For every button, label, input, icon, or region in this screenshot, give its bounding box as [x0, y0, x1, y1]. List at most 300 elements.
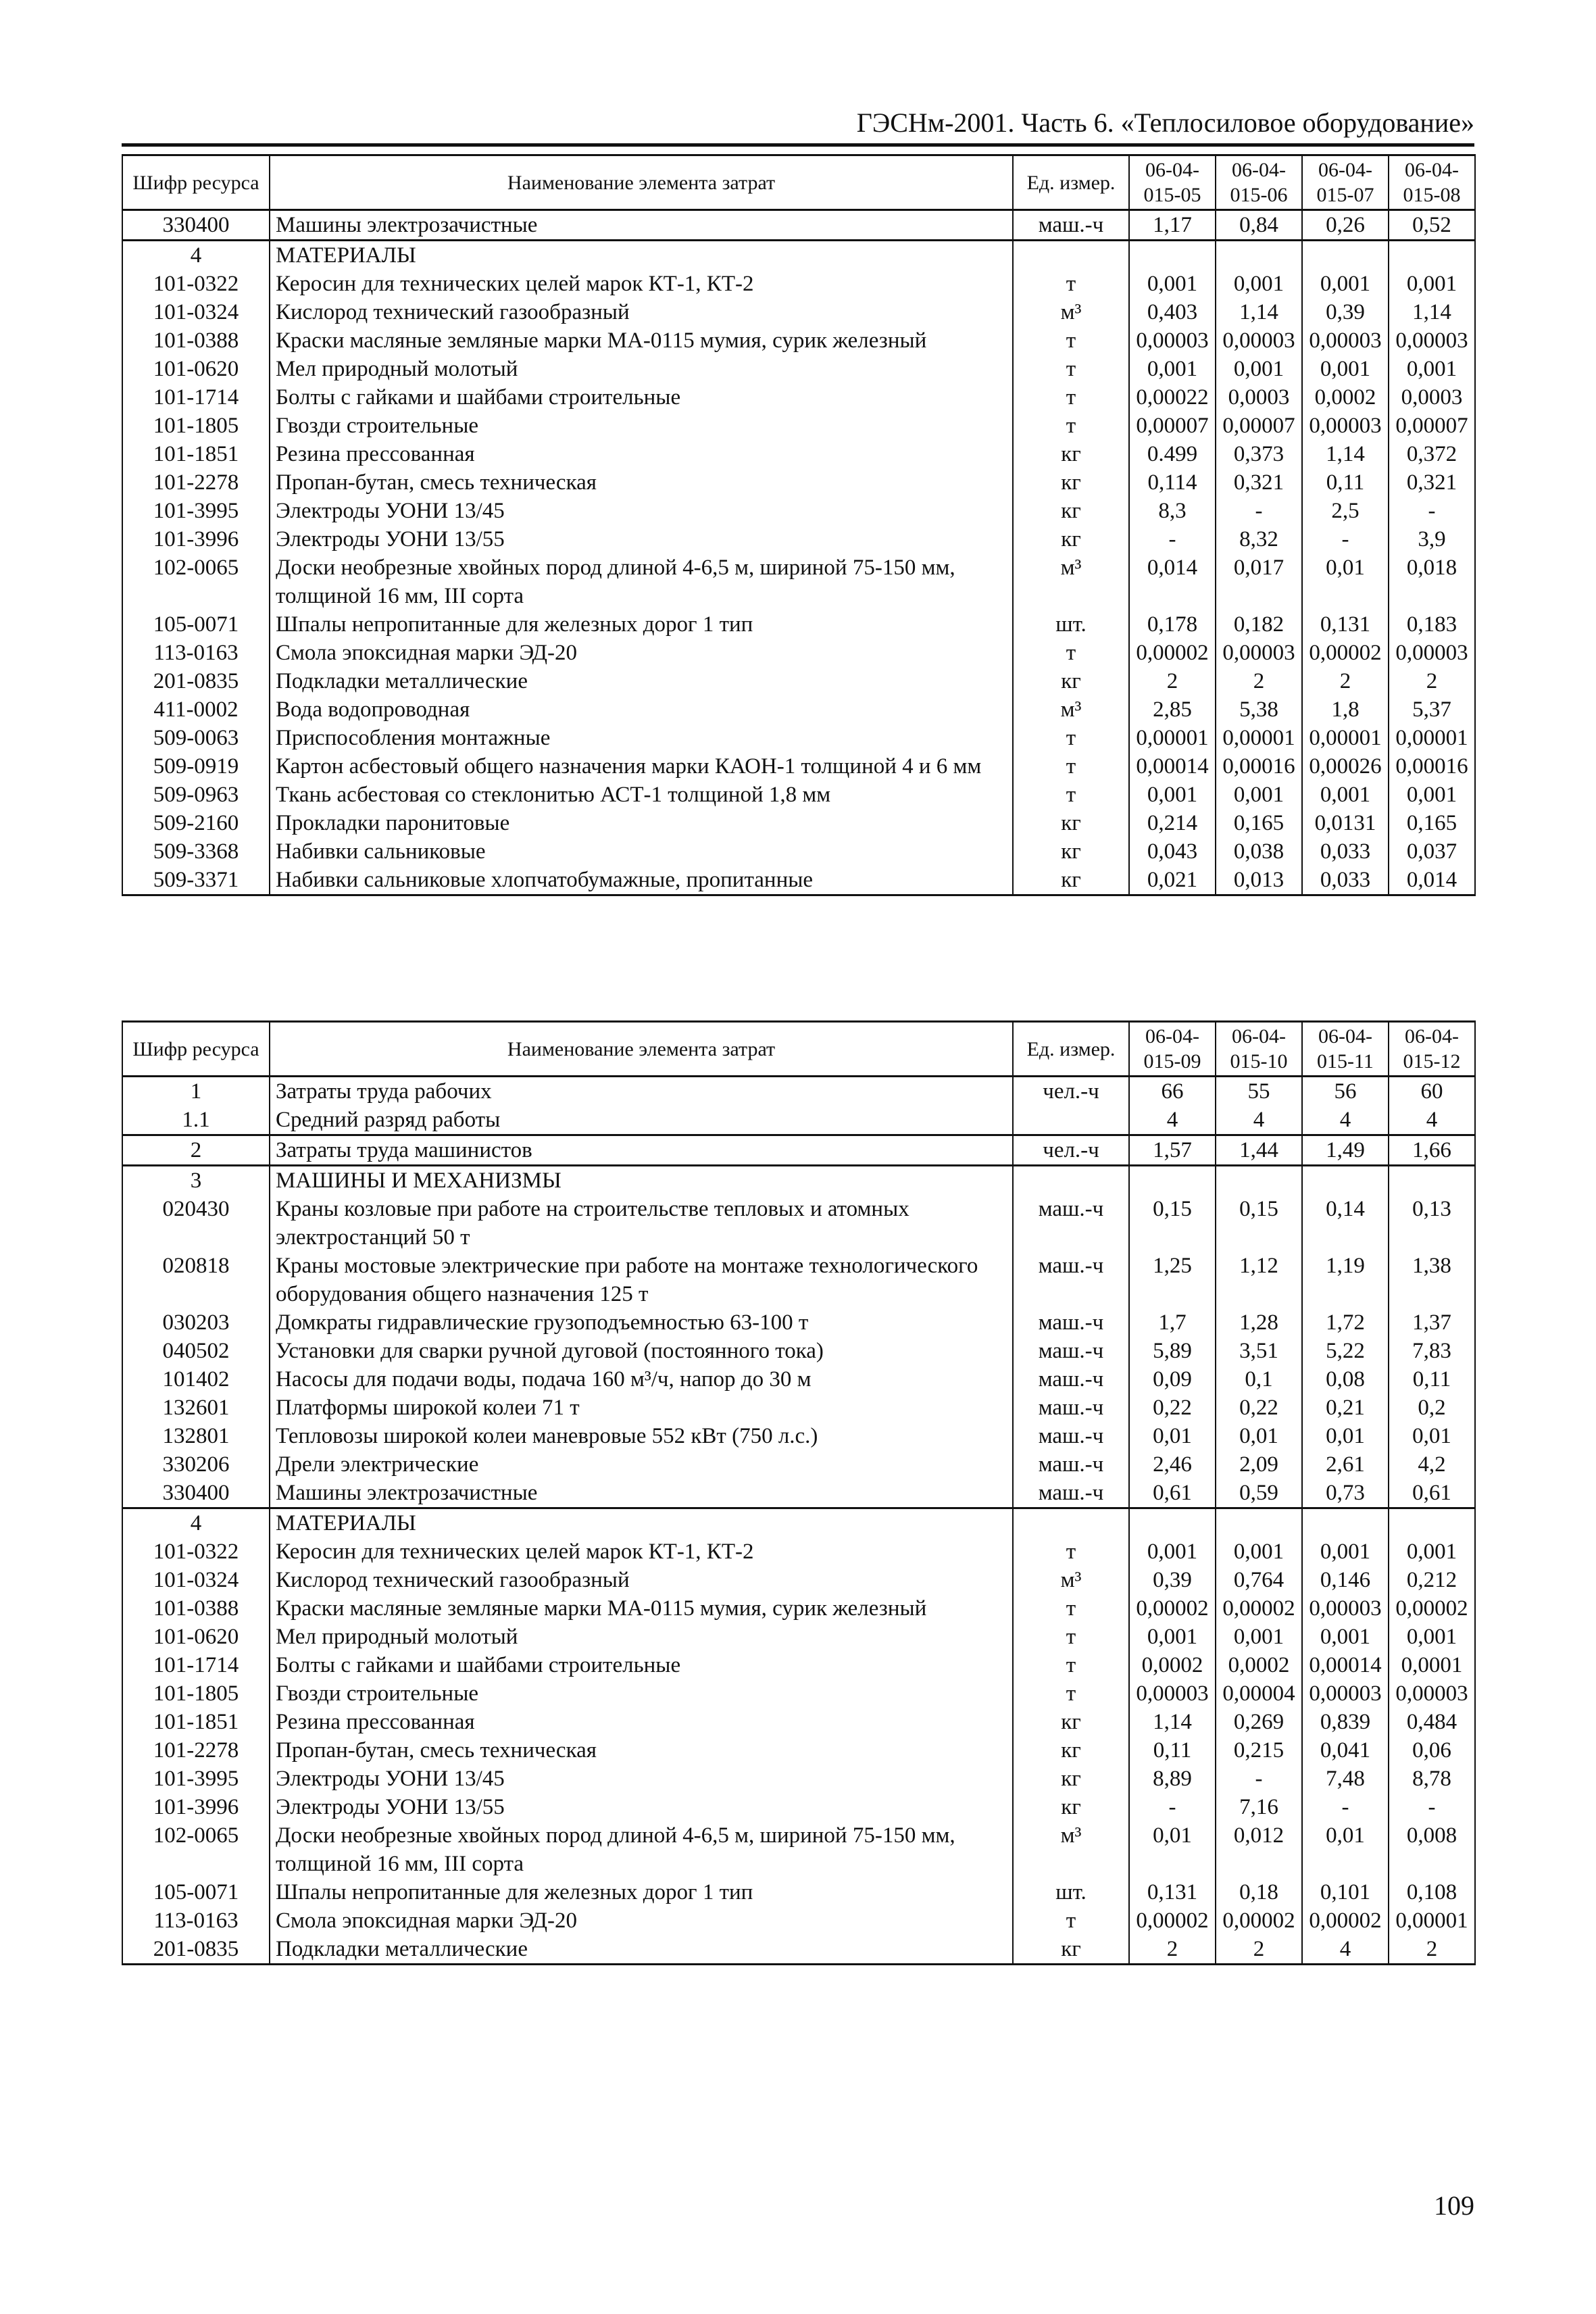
column-header-norm: 06-04-015-08	[1389, 155, 1475, 210]
value-cell: 0,00002	[1216, 1906, 1302, 1935]
value-cell: 0,0002	[1302, 383, 1389, 412]
column-header-name: Наименование элемента затрат	[270, 155, 1013, 210]
value-cell: 0,11	[1129, 1736, 1216, 1765]
resource-code: 101-3995	[122, 1765, 270, 1793]
value-cell: 0,00001	[1302, 724, 1389, 752]
value-cell: 0,269	[1216, 1708, 1302, 1736]
resource-name: Прокладки паронитовые	[270, 809, 1013, 837]
value-cell: 0,00014	[1129, 752, 1216, 781]
resource-code: 113-0163	[122, 639, 270, 667]
value-cell: 8,3	[1129, 497, 1216, 525]
value-cell: 0,00002	[1302, 639, 1389, 667]
value-cell	[1389, 241, 1475, 270]
value-cell: 0,00003	[1216, 639, 1302, 667]
value-cell	[1302, 241, 1389, 270]
resource-code: 102-0065	[122, 553, 270, 610]
table-header-row	[122, 1022, 1475, 1077]
value-cell: -	[1216, 1765, 1302, 1793]
value-cell: 8,78	[1389, 1765, 1475, 1793]
value-cell: 0,014	[1129, 553, 1216, 610]
unit-cell: чел.-ч	[1013, 1077, 1129, 1106]
value-cell: 5,22	[1302, 1337, 1389, 1365]
value-cell: 0,1	[1216, 1365, 1302, 1394]
value-cell: 55	[1216, 1077, 1302, 1106]
resource-code: 4	[122, 1508, 270, 1538]
column-header-norm: 06-04-015-06	[1216, 155, 1302, 210]
table-row	[122, 1394, 1475, 1422]
resource-name: Шпалы непропитанные для железных дорог 1 тип	[270, 1878, 1013, 1906]
value-cell: 0,15	[1216, 1195, 1302, 1252]
value-cell: 0,033	[1302, 837, 1389, 866]
unit-cell: кг	[1013, 525, 1129, 553]
unit-cell: чел.-ч	[1013, 1135, 1129, 1166]
resource-code: 509-0919	[122, 752, 270, 781]
unit-cell: маш.-ч	[1013, 1394, 1129, 1422]
unit-cell: маш.-ч	[1013, 1337, 1129, 1365]
resource-name: Затраты труда машинистов	[270, 1135, 1013, 1166]
resource-code: 101-0620	[122, 355, 270, 383]
value-cell: 0,131	[1302, 610, 1389, 639]
value-cell: 0,131	[1129, 1878, 1216, 1906]
column-header-norm: 06-04-015-09	[1129, 1022, 1216, 1077]
value-cell: 0,0131	[1302, 809, 1389, 837]
table-row	[122, 497, 1475, 525]
resource-name: Гвозди строительные	[270, 1679, 1013, 1708]
value-cell: 2	[1389, 1935, 1475, 1965]
resource-name: Пропан-бутан, смесь техническая	[270, 1736, 1013, 1765]
resource-code: 101-0322	[122, 270, 270, 298]
value-cell: 1,14	[1389, 298, 1475, 326]
value-cell: 0,001	[1216, 1537, 1302, 1566]
resource-code: 201-0835	[122, 1935, 270, 1965]
section-title: МАШИНЫ И МЕХАНИЗМЫ	[270, 1166, 1013, 1196]
table-row	[122, 1450, 1475, 1479]
resource-code: 101-1714	[122, 1651, 270, 1679]
value-cell: 0,839	[1302, 1708, 1389, 1736]
value-cell: 0,73	[1302, 1479, 1389, 1508]
value-cell: -	[1389, 497, 1475, 525]
value-cell: 0,00003	[1302, 1594, 1389, 1623]
resource-code: 330400	[122, 210, 270, 241]
resource-name: Вода водопроводная	[270, 695, 1013, 724]
section-title: МАТЕРИАЛЫ	[270, 241, 1013, 270]
page-number: 109	[1434, 2190, 1474, 2221]
unit-cell: т	[1013, 639, 1129, 667]
value-cell: -	[1302, 1793, 1389, 1821]
resource-code: 101-0388	[122, 326, 270, 355]
unit-cell: шт.	[1013, 1878, 1129, 1906]
resource-code: 132601	[122, 1394, 270, 1422]
unit-cell: м³	[1013, 553, 1129, 610]
unit-cell: т	[1013, 1651, 1129, 1679]
resource-name: Домкраты гидравлические грузоподъемностью 63-100 т	[270, 1308, 1013, 1337]
value-cell: 56	[1302, 1077, 1389, 1106]
value-cell: 4,2	[1389, 1450, 1475, 1479]
table-row	[122, 210, 1475, 241]
value-cell: 5,89	[1129, 1337, 1216, 1365]
resource-name: Электроды УОНИ 13/55	[270, 525, 1013, 553]
value-cell: 0,00001	[1389, 1906, 1475, 1935]
value-cell: 0,001	[1302, 1537, 1389, 1566]
table-row	[122, 1337, 1475, 1365]
resource-code: 509-0963	[122, 781, 270, 809]
value-cell: 0,00001	[1389, 724, 1475, 752]
resource-name: Керосин для технических целей марок КТ-1, КТ-2	[270, 270, 1013, 298]
value-cell: 0,00007	[1129, 412, 1216, 440]
value-cell: 2,09	[1216, 1450, 1302, 1479]
value-cell: 0,165	[1389, 809, 1475, 837]
unit-cell: шт.	[1013, 610, 1129, 639]
unit-cell: маш.-ч	[1013, 210, 1129, 241]
value-cell: 0,00014	[1302, 1651, 1389, 1679]
unit-cell: маш.-ч	[1013, 1365, 1129, 1394]
value-cell	[1389, 1166, 1475, 1196]
table-row	[122, 1708, 1475, 1736]
unit-cell: т	[1013, 1623, 1129, 1651]
table-row	[122, 866, 1475, 895]
value-cell: 0,00016	[1216, 752, 1302, 781]
value-cell: 0,00003	[1129, 326, 1216, 355]
resource-name: Набивки сальниковые хлопчатобумажные, пропитанные	[270, 866, 1013, 895]
value-cell: 0,59	[1216, 1479, 1302, 1508]
resource-name: Картон асбестовый общего назначения марки КАОН-1 толщиной 4 и 6 мм	[270, 752, 1013, 781]
value-cell: 0,13	[1389, 1195, 1475, 1252]
resource-name: Краски масляные земляные марки МА-0115 мумия, сурик железный	[270, 1594, 1013, 1623]
value-cell: 7,83	[1389, 1337, 1475, 1365]
resource-name: Гвозди строительные	[270, 412, 1013, 440]
unit-cell: кг	[1013, 1935, 1129, 1965]
resource-code: 4	[122, 241, 270, 270]
value-cell: 0,403	[1129, 298, 1216, 326]
resource-table-1	[122, 154, 1476, 896]
resource-code: 101-2278	[122, 1736, 270, 1765]
value-cell: 0,00003	[1216, 326, 1302, 355]
value-cell: -	[1129, 525, 1216, 553]
table-row	[122, 1736, 1475, 1765]
column-header-norm: 06-04-015-10	[1216, 1022, 1302, 1077]
unit-cell: кг	[1013, 1736, 1129, 1765]
value-cell: 8,89	[1129, 1765, 1216, 1793]
value-cell: 0,001	[1216, 781, 1302, 809]
resource-code: 105-0071	[122, 1878, 270, 1906]
value-cell: 4	[1129, 1106, 1216, 1135]
value-cell: 0,00003	[1389, 326, 1475, 355]
value-cell: 0,00007	[1216, 412, 1302, 440]
value-cell: 0,017	[1216, 553, 1302, 610]
value-cell	[1216, 1166, 1302, 1196]
unit-cell: кг	[1013, 866, 1129, 895]
value-cell: 0,00002	[1216, 1594, 1302, 1623]
resource-name: Резина прессованная	[270, 1708, 1013, 1736]
value-cell: 0,372	[1389, 440, 1475, 468]
value-cell: 0,001	[1129, 1623, 1216, 1651]
section-title: МАТЕРИАЛЫ	[270, 1508, 1013, 1538]
value-cell: 0,08	[1302, 1365, 1389, 1394]
resource-code: 509-2160	[122, 809, 270, 837]
table-row	[122, 270, 1475, 298]
unit-cell: м³	[1013, 1821, 1129, 1878]
resource-table-2	[122, 1020, 1476, 1965]
table-row	[122, 1252, 1475, 1308]
resource-code: 101-0620	[122, 1623, 270, 1651]
value-cell: 2	[1129, 1935, 1216, 1965]
value-cell: 0,39	[1129, 1566, 1216, 1594]
value-cell: 0,001	[1129, 355, 1216, 383]
column-header-norm: 06-04-015-12	[1389, 1022, 1475, 1077]
value-cell: 0,001	[1216, 1623, 1302, 1651]
value-cell: 0,001	[1389, 355, 1475, 383]
value-cell: 0,11	[1389, 1365, 1475, 1394]
section-row	[122, 1508, 1475, 1538]
table-row	[122, 1821, 1475, 1878]
table-row	[122, 1878, 1475, 1906]
resource-code: 030203	[122, 1308, 270, 1337]
table-row	[122, 1365, 1475, 1394]
value-cell: 8,32	[1216, 525, 1302, 553]
table-row	[122, 1106, 1475, 1135]
table-row	[122, 1077, 1475, 1106]
resource-name: Подкладки металлические	[270, 1935, 1013, 1965]
value-cell: 0,01	[1302, 553, 1389, 610]
value-cell: 0,214	[1129, 809, 1216, 837]
unit-cell: т	[1013, 412, 1129, 440]
resource-name: Мел природный молотый	[270, 355, 1013, 383]
resource-code: 101-0324	[122, 1566, 270, 1594]
value-cell: 0,18	[1216, 1878, 1302, 1906]
value-cell: 0,00003	[1302, 326, 1389, 355]
resource-code: 101-1714	[122, 383, 270, 412]
value-cell: 0,00003	[1302, 412, 1389, 440]
table-row	[122, 1537, 1475, 1566]
unit-cell: т	[1013, 1537, 1129, 1566]
value-cell: 0,00003	[1302, 1679, 1389, 1708]
value-cell: 0,321	[1389, 468, 1475, 497]
unit-cell: кг	[1013, 837, 1129, 866]
value-cell: 0,61	[1129, 1479, 1216, 1508]
unit-cell: маш.-ч	[1013, 1422, 1129, 1450]
unit-cell: маш.-ч	[1013, 1252, 1129, 1308]
resource-name: Приспособления монтажные	[270, 724, 1013, 752]
value-cell: 0,01	[1129, 1821, 1216, 1878]
table-row	[122, 1935, 1475, 1965]
unit-cell: маш.-ч	[1013, 1479, 1129, 1508]
column-header-name: Наименование элемента затрат	[270, 1022, 1013, 1077]
value-cell: 0,114	[1129, 468, 1216, 497]
value-cell: 3,51	[1216, 1337, 1302, 1365]
resource-code: 101-2278	[122, 468, 270, 497]
value-cell: 0,11	[1302, 468, 1389, 497]
unit-cell: т	[1013, 1679, 1129, 1708]
value-cell: 0,012	[1216, 1821, 1302, 1878]
value-cell: 1,8	[1302, 695, 1389, 724]
unit-cell: кг	[1013, 497, 1129, 525]
value-cell: 0,038	[1216, 837, 1302, 866]
value-cell: 2,46	[1129, 1450, 1216, 1479]
resource-code: 1	[122, 1077, 270, 1106]
value-cell: 0,01	[1302, 1422, 1389, 1450]
unit-cell	[1013, 1106, 1129, 1135]
value-cell: 0,0002	[1216, 1651, 1302, 1679]
value-cell: 0,001	[1389, 781, 1475, 809]
value-cell: 0,321	[1216, 468, 1302, 497]
resource-name: Мел природный молотый	[270, 1623, 1013, 1651]
unit-cell	[1013, 1166, 1129, 1196]
value-cell: 7,16	[1216, 1793, 1302, 1821]
table-row	[122, 1906, 1475, 1935]
table-row	[122, 355, 1475, 383]
value-cell: 0,0001	[1389, 1651, 1475, 1679]
table-header-row	[122, 155, 1475, 210]
value-cell: 0,00022	[1129, 383, 1216, 412]
value-cell: 0,037	[1389, 837, 1475, 866]
value-cell: 0,014	[1389, 866, 1475, 895]
resource-code: 330400	[122, 1479, 270, 1508]
value-cell: 0,00001	[1216, 724, 1302, 752]
table-row	[122, 695, 1475, 724]
table-row	[122, 809, 1475, 837]
unit-cell: маш.-ч	[1013, 1308, 1129, 1337]
resource-name: Смола эпоксидная марки ЭД-20	[270, 639, 1013, 667]
value-cell: 0,00002	[1129, 639, 1216, 667]
resource-name: Доски необрезные хвойных пород длиной 4-6,5 м, шириной 75-150 мм, толщиной 16 мм, III сорта	[270, 1821, 1013, 1878]
resource-code: 2	[122, 1135, 270, 1166]
value-cell: 0,041	[1302, 1736, 1389, 1765]
resource-code: 101-1805	[122, 1679, 270, 1708]
resource-name: Ткань асбестовая со стеклонитью АСТ-1 толщиной 1,8 мм	[270, 781, 1013, 809]
table-row	[122, 1479, 1475, 1508]
value-cell: 0,183	[1389, 610, 1475, 639]
value-cell: 1,37	[1389, 1308, 1475, 1337]
section-row	[122, 1166, 1475, 1196]
resource-code: 105-0071	[122, 610, 270, 639]
column-header-norm: 06-04-015-07	[1302, 155, 1389, 210]
value-cell: -	[1129, 1793, 1216, 1821]
table-row	[122, 1566, 1475, 1594]
value-cell: 0,001	[1302, 270, 1389, 298]
table-row	[122, 1195, 1475, 1252]
unit-cell: м³	[1013, 695, 1129, 724]
value-cell: 1,66	[1389, 1135, 1475, 1166]
value-cell: 0,0003	[1216, 383, 1302, 412]
value-cell: 4	[1389, 1106, 1475, 1135]
value-cell: 2	[1216, 1935, 1302, 1965]
table-row	[122, 781, 1475, 809]
resource-name: Насосы для подачи воды, подача 160 м³/ч, напор до 30 м	[270, 1365, 1013, 1394]
resource-code: 101402	[122, 1365, 270, 1394]
resource-code: 509-3371	[122, 866, 270, 895]
resource-name: Резина прессованная	[270, 440, 1013, 468]
column-header-code: Шифр ресурса	[122, 155, 270, 210]
value-cell	[1216, 1508, 1302, 1538]
value-cell: 0,182	[1216, 610, 1302, 639]
value-cell: 5,38	[1216, 695, 1302, 724]
value-cell: 0,00001	[1129, 724, 1216, 752]
resource-name: Дрели электрические	[270, 1450, 1013, 1479]
value-cell	[1302, 1508, 1389, 1538]
resource-code: 3	[122, 1166, 270, 1196]
value-cell: 0,22	[1216, 1394, 1302, 1422]
resource-code: 101-3996	[122, 1793, 270, 1821]
value-cell: 2,5	[1302, 497, 1389, 525]
resource-code: 020430	[122, 1195, 270, 1252]
table-row	[122, 298, 1475, 326]
table-row	[122, 1793, 1475, 1821]
value-cell: 1,28	[1216, 1308, 1302, 1337]
resource-code: 132801	[122, 1422, 270, 1450]
value-cell: 1,7	[1129, 1308, 1216, 1337]
value-cell: 0,52	[1389, 210, 1475, 241]
value-cell: 0,001	[1216, 270, 1302, 298]
unit-cell: т	[1013, 752, 1129, 781]
value-cell: -	[1302, 525, 1389, 553]
table-row	[122, 837, 1475, 866]
unit-cell: т	[1013, 270, 1129, 298]
resource-name: Кислород технический газообразный	[270, 298, 1013, 326]
value-cell: 0,484	[1389, 1708, 1475, 1736]
value-cell: 0,033	[1302, 866, 1389, 895]
column-header-norm: 06-04-015-05	[1129, 155, 1216, 210]
column-header-norm: 06-04-015-11	[1302, 1022, 1389, 1077]
value-cell: 0,00002	[1389, 1594, 1475, 1623]
table-row	[122, 468, 1475, 497]
value-cell: 66	[1129, 1077, 1216, 1106]
unit-cell: кг	[1013, 1765, 1129, 1793]
value-cell	[1129, 241, 1216, 270]
value-cell: 0,001	[1302, 781, 1389, 809]
value-cell: 0,764	[1216, 1566, 1302, 1594]
table-row	[122, 1623, 1475, 1651]
table-row	[122, 724, 1475, 752]
value-cell: 0.499	[1129, 440, 1216, 468]
unit-cell	[1013, 241, 1129, 270]
value-cell	[1129, 1508, 1216, 1538]
value-cell: 60	[1389, 1077, 1475, 1106]
value-cell: 0,001	[1302, 1623, 1389, 1651]
value-cell: 2	[1389, 667, 1475, 695]
unit-cell: т	[1013, 1906, 1129, 1935]
unit-cell: т	[1013, 781, 1129, 809]
value-cell: -	[1216, 497, 1302, 525]
resource-code: 411-0002	[122, 695, 270, 724]
resource-name: Шпалы непропитанные для железных дорог 1 тип	[270, 610, 1013, 639]
resource-code: 020818	[122, 1252, 270, 1308]
value-cell: 0,008	[1389, 1821, 1475, 1878]
value-cell: 0,001	[1216, 355, 1302, 383]
resource-name: Тепловозы широкой колеи маневровые 552 кВт (750 л.с.)	[270, 1422, 1013, 1450]
resource-code: 101-1851	[122, 440, 270, 468]
value-cell: 0,00007	[1389, 412, 1475, 440]
resource-code: 101-3995	[122, 497, 270, 525]
value-cell: 0,001	[1389, 1537, 1475, 1566]
table-row	[122, 1679, 1475, 1708]
value-cell: 2,61	[1302, 1450, 1389, 1479]
resource-name: Краски масляные земляные марки МА-0115 мумия, сурик железный	[270, 326, 1013, 355]
resource-code: 1.1	[122, 1106, 270, 1135]
resource-name: Доски необрезные хвойных пород длиной 4-6,5 м, шириной 75-150 мм, толщиной 16 мм, III сорта	[270, 553, 1013, 610]
table-row	[122, 1765, 1475, 1793]
resource-name: Затраты труда рабочих	[270, 1077, 1013, 1106]
unit-cell: т	[1013, 326, 1129, 355]
unit-cell: т	[1013, 355, 1129, 383]
resource-code: 101-0322	[122, 1537, 270, 1566]
value-cell: 2	[1129, 667, 1216, 695]
unit-cell: кг	[1013, 1708, 1129, 1736]
table-row	[122, 1594, 1475, 1623]
value-cell: 0,14	[1302, 1195, 1389, 1252]
value-cell: 0,61	[1389, 1479, 1475, 1508]
value-cell: 0,212	[1389, 1566, 1475, 1594]
resource-code: 113-0163	[122, 1906, 270, 1935]
